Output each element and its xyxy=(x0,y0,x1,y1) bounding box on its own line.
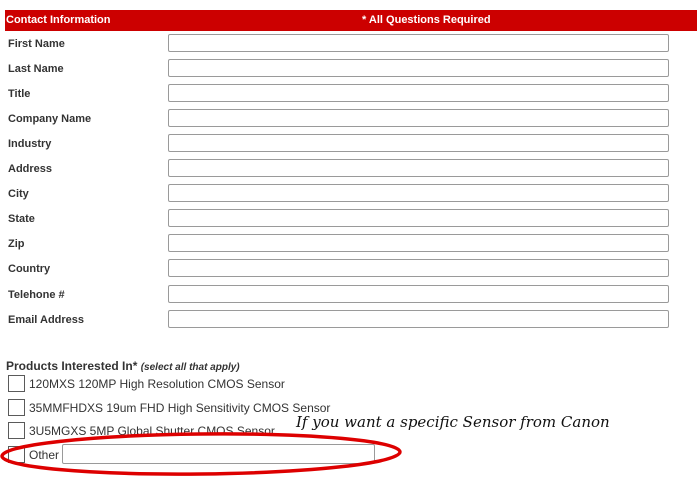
product-option-120mxs[interactable] xyxy=(0,375,700,395)
zip-label: Zip xyxy=(8,238,25,250)
section-title: Contact Information xyxy=(6,14,111,26)
form-row-company-name xyxy=(0,109,700,131)
form-row-telephone xyxy=(0,285,700,307)
form-row-title xyxy=(0,84,700,106)
annotation-ellipse-shape xyxy=(2,432,400,476)
products-heading xyxy=(6,359,240,373)
contact-info-header xyxy=(5,10,697,31)
last-name-label: Last Name xyxy=(8,63,64,75)
email-label: Email Address xyxy=(8,314,85,326)
company-name-input[interactable] xyxy=(168,109,669,127)
telephone-label: Telehone # xyxy=(8,289,65,301)
country-label: Country xyxy=(8,263,51,275)
products-hint: (select all that apply) xyxy=(140,362,240,373)
form-row-email xyxy=(0,310,700,332)
annotation-ellipse xyxy=(0,426,410,478)
product-label-other: Other xyxy=(29,448,60,462)
product-label-120mxs: 120MXS 120MP High Resolution CMOS Sensor xyxy=(29,377,285,391)
zip-input[interactable] xyxy=(168,234,669,252)
city-label: City xyxy=(8,188,29,200)
title-input[interactable] xyxy=(168,84,669,102)
required-note: * All Questions Required xyxy=(362,14,491,26)
form-row-address xyxy=(0,159,700,181)
industry-input[interactable] xyxy=(168,134,669,152)
products-title: Products Interested In* xyxy=(6,359,138,373)
form-row-state xyxy=(0,209,700,231)
product-checkbox-120mxs[interactable] xyxy=(8,375,25,392)
form-row-city xyxy=(0,184,700,206)
country-input[interactable] xyxy=(168,259,669,277)
form-row-industry xyxy=(0,134,700,156)
product-checkbox-35mmfhdxs[interactable] xyxy=(8,399,25,416)
last-name-input[interactable] xyxy=(168,59,669,77)
industry-label: Industry xyxy=(8,138,52,150)
form-row-zip xyxy=(0,234,700,256)
first-name-label: First Name xyxy=(8,38,65,50)
city-input[interactable] xyxy=(168,184,669,202)
address-label: Address xyxy=(8,163,53,175)
state-label: State xyxy=(8,213,35,225)
address-input[interactable] xyxy=(168,159,669,177)
product-label-3u5mgxs: 3U5MGXS 5MP Global Shutter CMOS Sensor xyxy=(29,424,275,438)
telephone-input[interactable] xyxy=(168,285,669,303)
form-row-country xyxy=(0,259,700,281)
first-name-input[interactable] xyxy=(168,34,669,52)
company-name-label: Company Name xyxy=(8,113,92,125)
form-row-last-name xyxy=(0,59,700,81)
state-input[interactable] xyxy=(168,209,669,227)
email-input[interactable] xyxy=(168,310,669,328)
product-label-35mmfhdxs: 35MMFHDXS 19um FHD High Sensitivity CMOS Sensor xyxy=(29,401,331,415)
form-row-first-name xyxy=(0,34,700,56)
annotation-text: If you want a specific Sensor from Canon xyxy=(296,413,610,431)
title-label: Title xyxy=(8,88,31,100)
